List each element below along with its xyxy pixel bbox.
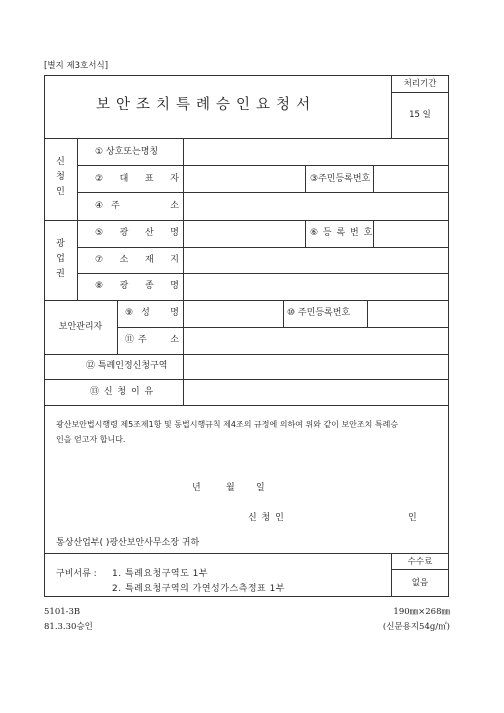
applicant-signature-label: 신 청 인	[248, 513, 285, 523]
fee-value: 없음	[411, 578, 429, 588]
registration-number-field[interactable]	[374, 221, 448, 246]
seal-mark: 인	[408, 513, 417, 523]
manager-resident-number-field[interactable]	[368, 301, 448, 326]
company-name-label: ① 상호또는명칭	[95, 147, 159, 157]
mineral-type-label: ⑧ 광 종 명	[95, 281, 179, 291]
representative-field[interactable]	[184, 166, 304, 191]
manager-name-field[interactable]	[184, 301, 282, 326]
manager-resident-number-label: ⑩ 주민등록번호	[287, 308, 351, 318]
representative-label: ② 대 표 자	[95, 174, 179, 184]
required-documents-label: 구비서류 :	[56, 569, 97, 579]
address-label: ④ 주 소	[95, 201, 179, 211]
declaration-line-1: 광산보안법시행령 제5조제1항 및 동법시행규칙 제4조의 규정에 의하여 위와 같이 보안조치 특례승	[56, 420, 399, 429]
manager-address-label: ⑪ 주 소	[125, 335, 179, 345]
reason-label: ⑬ 신 청 이 유	[90, 387, 155, 397]
declaration-line-2: 인을 얻고자 합니다.	[56, 435, 126, 444]
applicant-group-label: 신 청 인	[56, 157, 65, 197]
form-code: [별지 제3호서식]	[44, 61, 109, 71]
resident-number-field[interactable]	[374, 166, 448, 191]
date-year: 년	[192, 483, 201, 493]
special-area-label: ⑫ 특례인정신청구역	[86, 361, 168, 371]
mine-name-field[interactable]	[184, 221, 304, 246]
manager-name-label: ⑨ 성 명	[125, 308, 179, 318]
recipient-line: 통상산업부( )광산보안사무소장 귀하	[56, 538, 200, 548]
mining-right-group-label: 광 업 권	[56, 239, 65, 279]
date-day: 일	[256, 483, 265, 493]
form-title: 보안조치특례승인요청서	[96, 97, 317, 113]
fee-label: 수수료	[407, 557, 433, 567]
reason-field[interactable]	[184, 380, 448, 404]
processing-period-value: 15 일	[409, 110, 431, 120]
date-month: 월	[226, 483, 235, 493]
approval-date: 81.3.30승인	[44, 622, 93, 632]
paper-size: 190㎜×268㎜	[393, 607, 450, 617]
location-field[interactable]	[184, 248, 448, 272]
manager-address-field[interactable]	[184, 328, 448, 353]
registration-number-label: ⑥ 등 록 번 호	[310, 228, 374, 238]
paper-type: (신문용지54g/㎡)	[382, 622, 450, 632]
required-document-1: 1. 특례요청구역도 1부	[112, 569, 209, 579]
safety-manager-label: 보안관리자	[58, 322, 103, 332]
processing-period-label: 처리기간	[403, 79, 437, 89]
company-name-field[interactable]	[184, 139, 448, 164]
required-document-2: 2. 특례요청구역의 가연성가스측정표 1부	[112, 584, 286, 594]
form-code-number: 5101-3B	[44, 607, 81, 617]
special-area-field[interactable]	[184, 355, 448, 378]
mineral-type-field[interactable]	[184, 274, 448, 299]
location-label: ⑦ 소 재 지	[95, 255, 179, 265]
mine-name-label: ⑤ 광 산 명	[95, 228, 179, 238]
address-field[interactable]	[184, 193, 448, 219]
resident-number-label: ③주민등록번호	[310, 174, 371, 184]
